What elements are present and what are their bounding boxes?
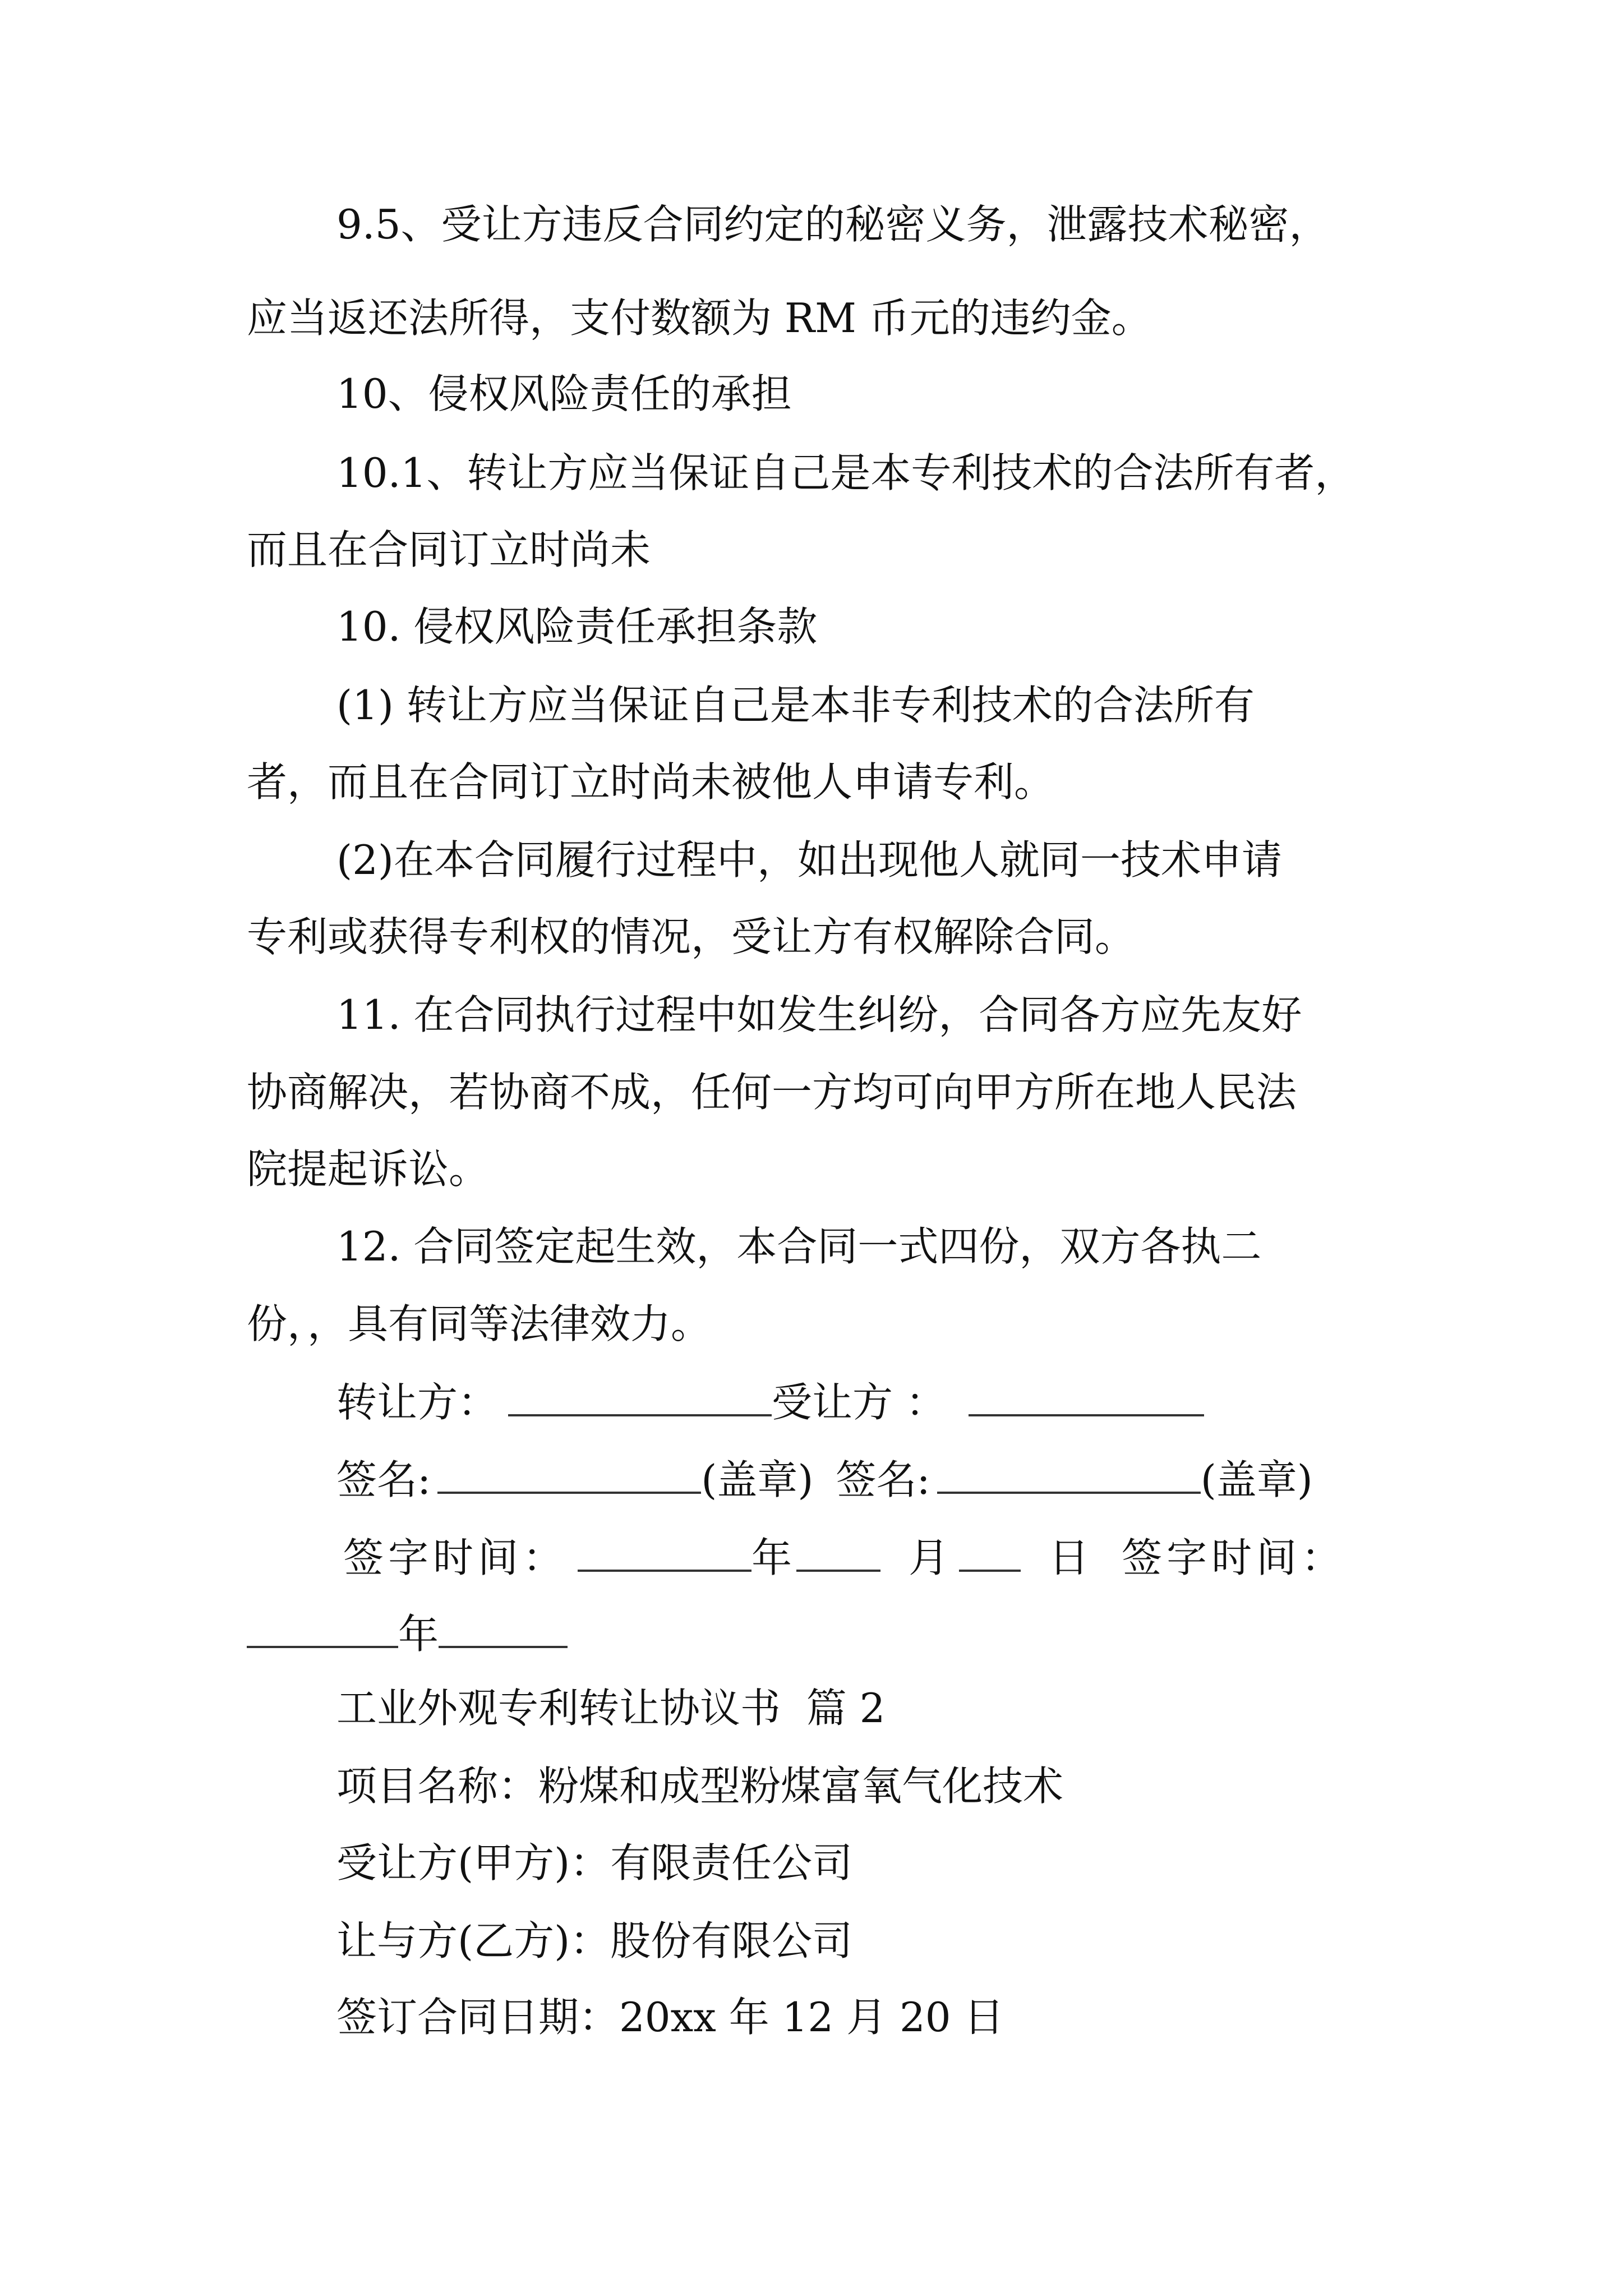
paragraph-10-1-line-1: 10.1、转让方应当保证自己是本专利技术的合法所有者， — [336, 449, 1355, 496]
part2-title: 工业外观专利转让协议书 篇 2 — [336, 1685, 886, 1732]
sign-blank-1 — [437, 1449, 701, 1494]
paragraph-9-5-line-2: 应当返还法所得，支付数额为 RM 币元的违约金。 — [247, 295, 1152, 342]
transferor-blank — [508, 1372, 772, 1416]
transferor-label: 转让方： — [336, 1379, 499, 1426]
year-blank-2 — [247, 1603, 398, 1648]
part2-party-b: 让与方(乙方)：股份有限公司 — [336, 1917, 853, 1964]
clause-1-line-1: (1) 转让方应当保证自己是本非专利技术的合法所有 — [336, 682, 1255, 729]
time-label-2: 签字时间： — [1122, 1534, 1347, 1581]
after-year-blank-2 — [439, 1603, 568, 1648]
sign-label-2: 签名: — [836, 1456, 930, 1503]
day-label-1: 日 — [1049, 1534, 1094, 1581]
paragraph-11-line-2: 协商解决，若协商不成，任何一方均可向甲方所在地人民法 — [247, 1069, 1297, 1116]
clause-1-line-2: 者，而且在合同订立时尚未被他人申请专利。 — [247, 758, 1055, 806]
part2-date: 签订合同日期：20xx 年 12 月 20 日 — [336, 1994, 1004, 2041]
day-blank-1 — [959, 1527, 1021, 1572]
seal-label-2: (盖章) — [1200, 1456, 1313, 1503]
paragraph-11-line-1: 11. 在合同执行过程中如发生纠纷，合同各方应先友好 — [336, 991, 1302, 1038]
year-label-1: 年 — [751, 1534, 797, 1581]
part2-project: 项目名称：粉煤和成型粉煤富氧气化技术 — [336, 1763, 1064, 1810]
transferee-label: 受让方 ： — [772, 1379, 946, 1426]
year-blank-1 — [578, 1527, 751, 1572]
clause-2-line-1: (2)在本合同履行过程中，如出现他人就同一技术申请 — [336, 836, 1282, 884]
paragraph-10-1-line-2: 而且在合同订立时尚未 — [247, 526, 651, 573]
sign-label-1: 签名: — [336, 1456, 431, 1503]
heading-10-clause: 10. 侵权风险责任承担条款 — [336, 603, 818, 650]
paragraph-11-line-3: 院提起诉讼。 — [247, 1145, 490, 1193]
signature-parties-row — [336, 1372, 1204, 1430]
heading-10: 10、侵权风险责任的承担 — [336, 370, 792, 417]
month-blank-1 — [796, 1527, 880, 1572]
clause-2-line-2: 专利或获得专利权的情况，受让方有权解除合同。 — [247, 913, 1136, 960]
signature-sign-row — [336, 1449, 1313, 1508]
seal-label-1: (盖章) — [701, 1456, 814, 1503]
paragraph-12-line-2: 份，，具有同等法律效力。 — [247, 1300, 712, 1347]
sign-blank-2 — [937, 1449, 1201, 1494]
signature-time-row — [343, 1527, 1346, 1586]
paragraph-12-line-1: 12. 合同签定起生效，本合同一式四份，双方各执二 — [336, 1223, 1262, 1270]
part2-party-a: 受让方(甲方)：有限责任公司 — [336, 1839, 853, 1887]
paragraph-9-5-line-1: 9.5、受让方违反合同约定的秘密义务，泄露技术秘密， — [336, 201, 1330, 248]
year-label-2: 年 — [398, 1611, 439, 1658]
time-label-1: 签字时间： — [343, 1534, 568, 1581]
signature-time-row-2 — [247, 1603, 568, 1662]
transferee-blank — [969, 1372, 1204, 1416]
month-label-1: 月 — [909, 1534, 954, 1581]
